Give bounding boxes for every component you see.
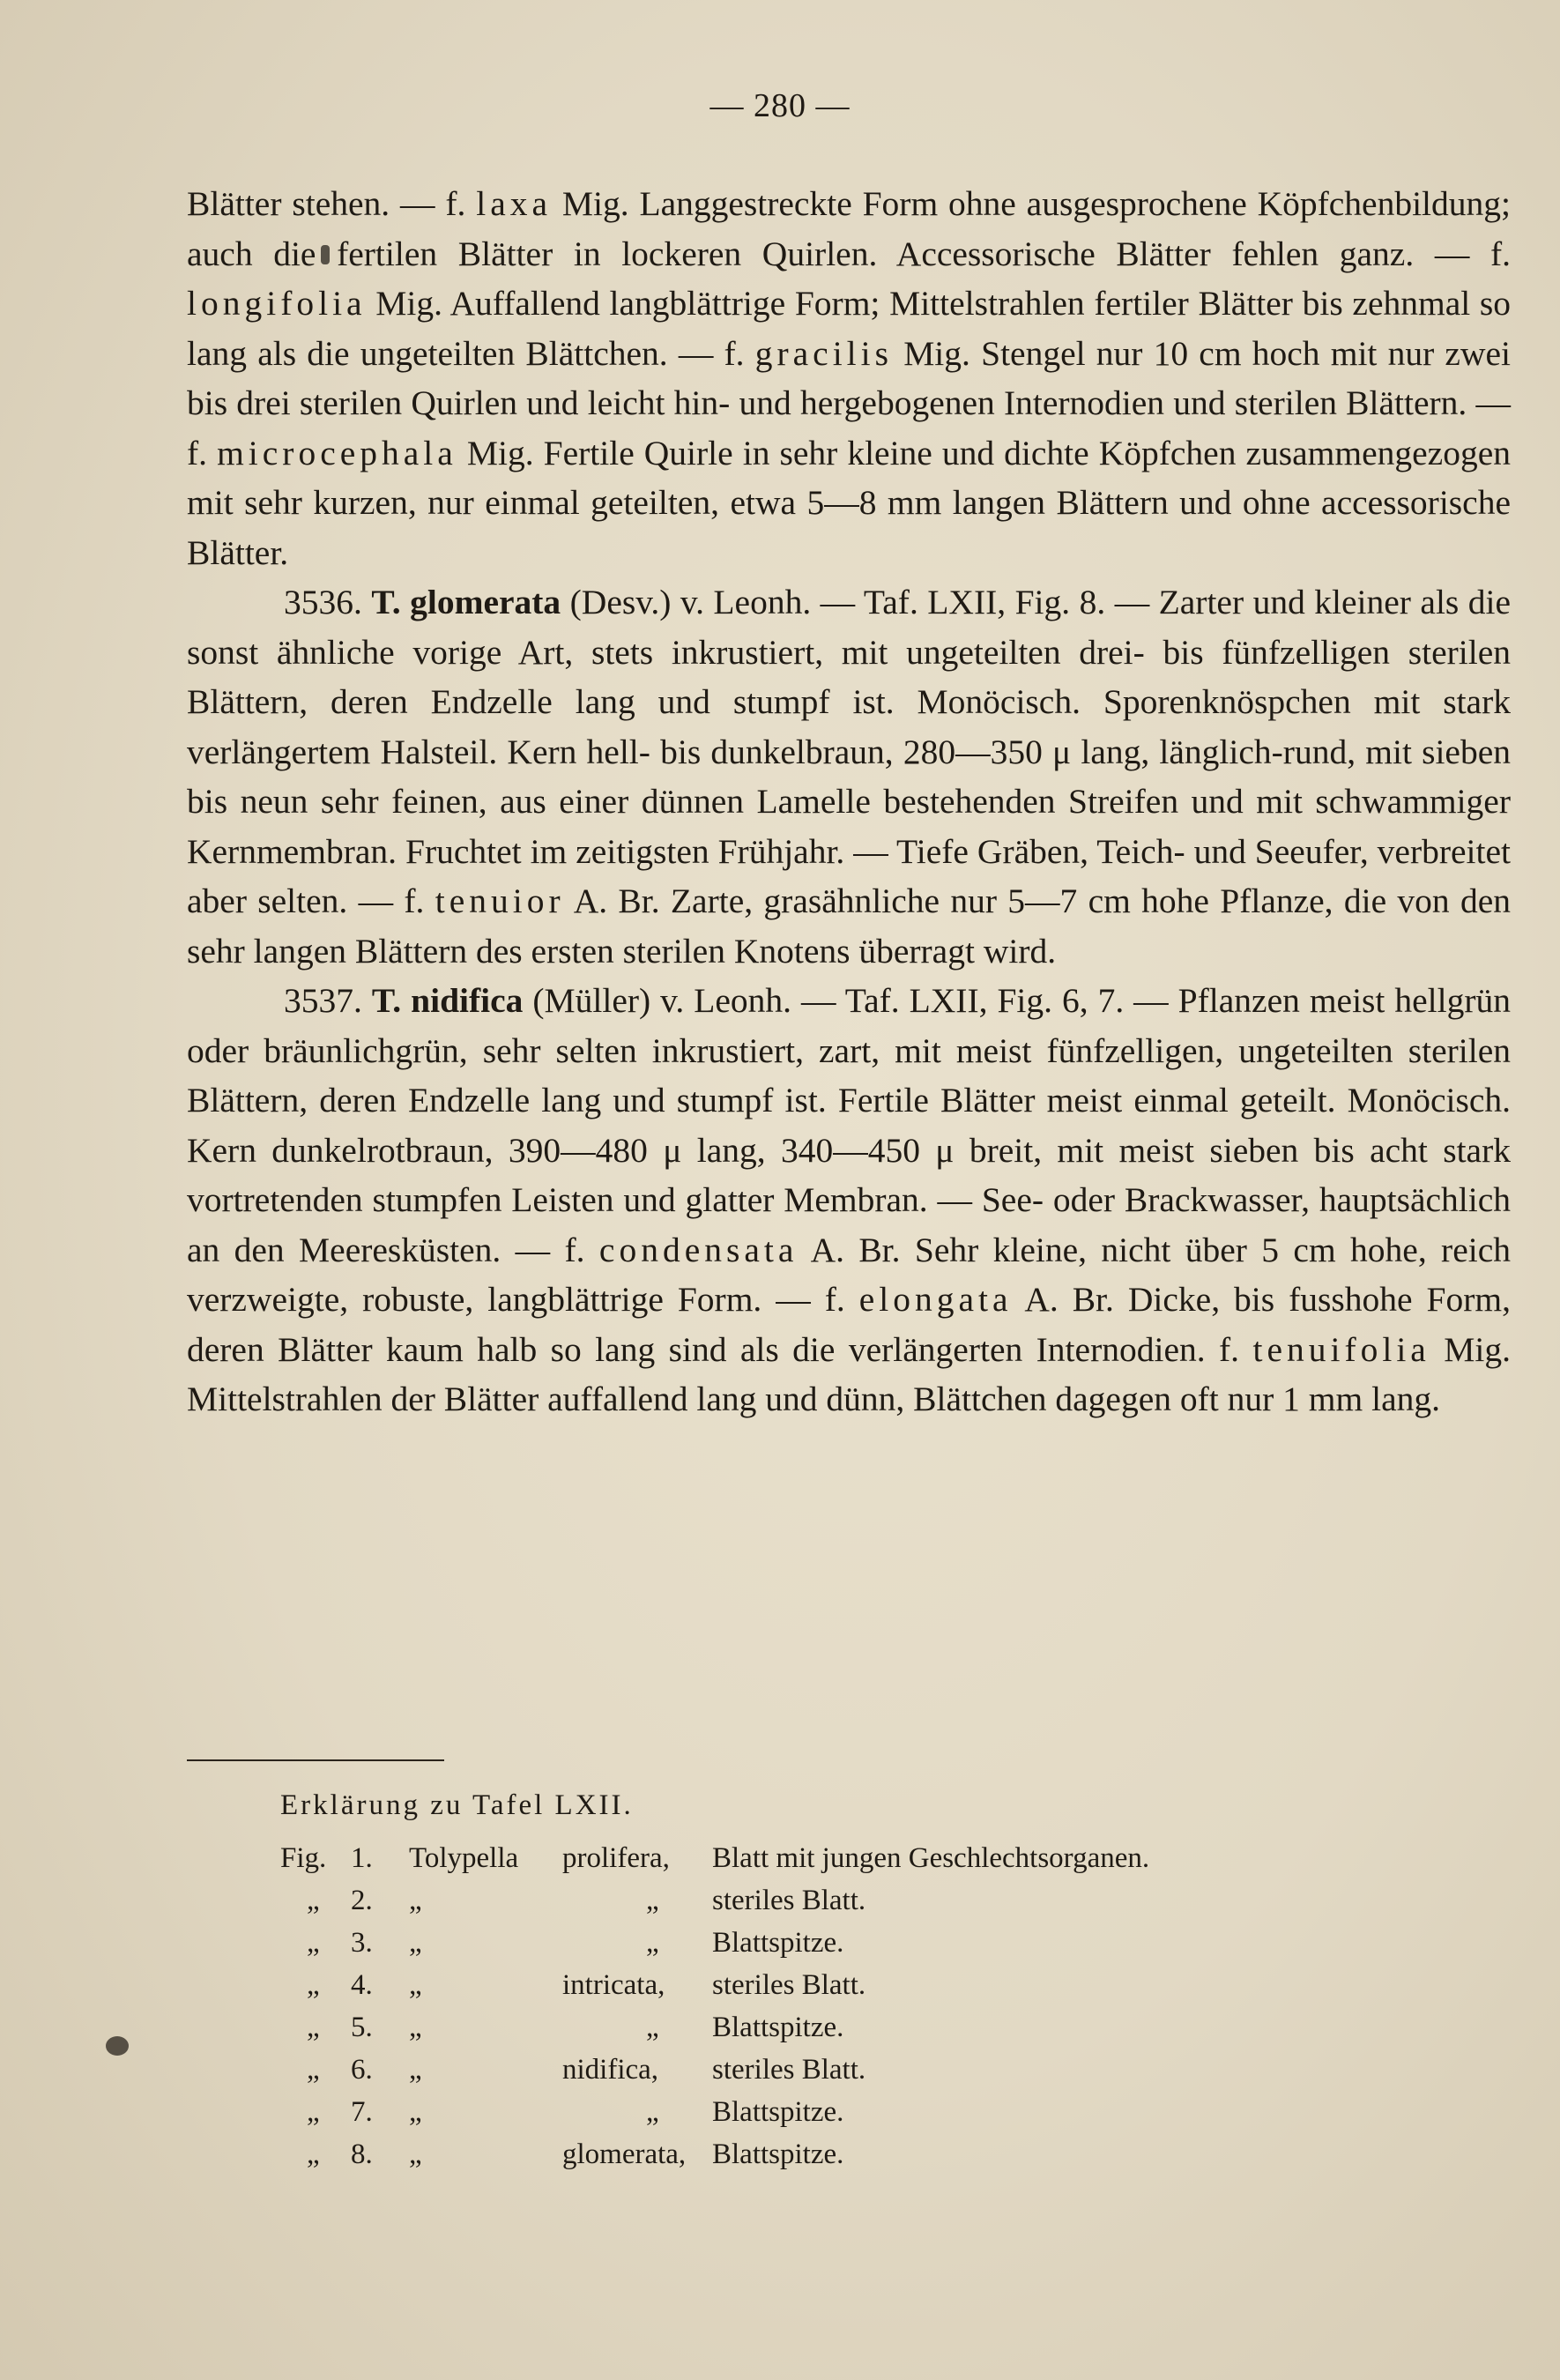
legend-num: 8. (351, 2138, 373, 2170)
legend-species: nidifica, (562, 2054, 659, 2086)
legend-ditto2: „ (646, 2012, 659, 2043)
legend-desc: Blattspitze. (712, 1927, 844, 1959)
legend-row (280, 1969, 1338, 2012)
text-run: (Müller) v. Leonh. — Taf. LXII, Fig. 6, 7. — Pflanzen meist hellgrün oder bräunlichgrün, sehr selten inkrustiert, zart, mit meist fünfzelligen, ungeteilten sterilen Blättern, deren Endzelle lang und stumpf ist. Fertile Blätter meist einmal geteilt. Monöcisch. Kern dunkelrotbraun, 390—480 μ lang, 340—450 μ breit, mit meist sieben bis acht stark vortretenden stumpfen Leisten und glatter Membran. — See- oder Brackwasser, hauptsächlich an den Meeresküsten. — f. (187, 981, 1512, 1269)
legend-mark: „ (307, 2012, 320, 2043)
text-run: Mig. Fertile Quirle in sehr kleine und dichte Köpfchen zusammengezogen mit sehr kurzen, nur einmal geteilten, etwa 5—8 mm langen Blättern und ohne accessorische Blätter. (187, 433, 1512, 572)
text-run: 3536. (284, 583, 372, 621)
legend-ditto2: „ (646, 1927, 659, 1959)
legend-genus: „ (409, 1927, 422, 1959)
legend-genus: „ (409, 2096, 422, 2128)
legend-genus: „ (409, 2012, 422, 2043)
legend-num: 7. (351, 2096, 373, 2128)
legend-desc: Blattspitze. (712, 2012, 844, 2043)
legend-mark: „ (307, 2096, 320, 2128)
legend-row (280, 2096, 1338, 2138)
legend-row (280, 1927, 1338, 1969)
legend-row (280, 1842, 1338, 1885)
legend-num: 1. (351, 1842, 373, 1874)
form-name: condensata (598, 1230, 799, 1269)
form-name: microcephala (217, 433, 457, 472)
text-run: Mig. Mittelstrahlen der Blätter auffallend lang und dünn, Blättchen dagegen oft nur 1 mm lang. (187, 1329, 1511, 1418)
species-name: T. glomerata (371, 583, 561, 621)
ink-blot (106, 2036, 129, 2056)
legend-mark: „ (307, 2054, 320, 2086)
legend-row (280, 2054, 1338, 2096)
text-run: A. Br. Sehr kleine, nicht über 5 cm hohe, reich verzweigte, robuste, langblättrige Form. — f. (187, 1230, 1511, 1319)
text-run: Mig. Stengel nur 10 cm hoch mit nur zwei bis drei sterilen Quirlen und leicht hin- und hergebogenen Internodien und sterilen Blättern. — f. (187, 333, 1511, 472)
form-name: tenuior (435, 881, 565, 920)
text-run: Mig. Auffallend langblättrige Form; Mittelstrahlen fertiler Blätter bis zehnmal so lang als die ungeteilten Blättchen. — f. (187, 284, 1511, 373)
text-run: A. Br. Zarte, grasähnliche nur 5—7 cm hohe Pflanze, die von den sehr langen Blättern des ersten sterilen Knotens überragt wird. (187, 881, 1511, 971)
figure-legend (280, 1842, 1338, 2181)
species-name: T. nidifica (371, 981, 524, 1020)
text-run: (Desv.) v. Leonh. — Taf. LXII, Fig. 8. — Zarter und kleiner als die sonst ähnliche vorige Art, stets inkrustiert, mit ungeteilten drei- bis fünfzelligen sterilen Blättern, deren Endzelle lang und stumpf ist. Monöcisch. Sporenknöspchen mit stark verlängertem Halsteil. Kern hell- bis dunkelbraun, 280—350 μ lang, länglich-rund, mit sieben bis neun sehr feinen, aus einer dünnen Lamelle bestehenden Streifen und mit schwammiger Kernmembran. Fruchtet im zeitigsten Frühjahr. — Tiefe Gräben, Teich- und Seeufer, verbreitet aber selten. — f. (187, 583, 1511, 920)
text-run: Blätter stehen. — f. (187, 184, 477, 223)
legend-desc: Blatt mit jungen Geschlechtsorganen. (712, 1842, 1150, 1874)
legend-species: intricata, (562, 1969, 665, 2001)
legend-genus: Tolypella (409, 1842, 519, 1874)
legend-desc: Blattspitze. (712, 2096, 844, 2128)
footnote-divider (187, 1759, 444, 1761)
paragraph-glomerata (187, 577, 1511, 976)
form-name: tenuifolia (1252, 1329, 1430, 1369)
legend-prefix: Fig. (280, 1842, 327, 1874)
legend-desc: steriles Blatt. (712, 1969, 866, 2001)
legend-row (280, 2012, 1338, 2054)
text-run: A. Br. Dicke, bis fusshohe Form, deren Blätter kaum halb so lang sind als die verlängerten Internodien. f. (187, 1280, 1511, 1369)
legend-num: 6. (351, 2054, 373, 2086)
legend-ditto2: „ (646, 1885, 659, 1916)
legend-ditto2: „ (646, 2096, 659, 2128)
form-name: elongata (858, 1280, 1013, 1319)
legend-mark: „ (307, 1969, 320, 2001)
paragraph-laxa-forms (187, 179, 1511, 577)
legend-num: 3. (351, 1927, 373, 1959)
paragraph-nidifica (187, 976, 1511, 1424)
legend-genus: „ (409, 2054, 422, 2086)
caption-title: Erklärung zu Tafel LXII. (280, 1789, 634, 1821)
text-run: Mig. Langgestreckte Form ohne ausgesprochene Köpfchenbildung; auch die fertilen Blätter in lockeren Quirlen. Accessorische Blätter fehlen ganz. — f. (187, 184, 1511, 273)
legend-mark: „ (307, 1885, 320, 1916)
form-name: longifolia (187, 284, 367, 323)
legend-desc: steriles Blatt. (712, 2054, 866, 2086)
legend-num: 2. (351, 1885, 373, 1916)
legend-genus: „ (409, 1885, 422, 1916)
legend-row (280, 1885, 1338, 1927)
form-name: laxa (476, 184, 553, 223)
legend-genus: „ (409, 2138, 422, 2170)
text-run: 3537. (284, 981, 372, 1020)
main-text (187, 179, 1511, 1424)
legend-num: 4. (351, 1969, 373, 2001)
legend-desc: Blattspitze. (712, 2138, 844, 2170)
legend-mark: „ (307, 1927, 320, 1959)
legend-species: prolifera, (562, 1842, 670, 1874)
legend-mark: „ (307, 2138, 320, 2170)
legend-num: 5. (351, 2012, 373, 2043)
page-number: — 280 — (709, 87, 851, 124)
form-name: gracilis (754, 333, 893, 373)
legend-species: glomerata, (562, 2138, 687, 2170)
legend-row (280, 2138, 1338, 2181)
legend-desc: steriles Blatt. (712, 1885, 866, 1916)
legend-genus: „ (409, 1969, 422, 2001)
